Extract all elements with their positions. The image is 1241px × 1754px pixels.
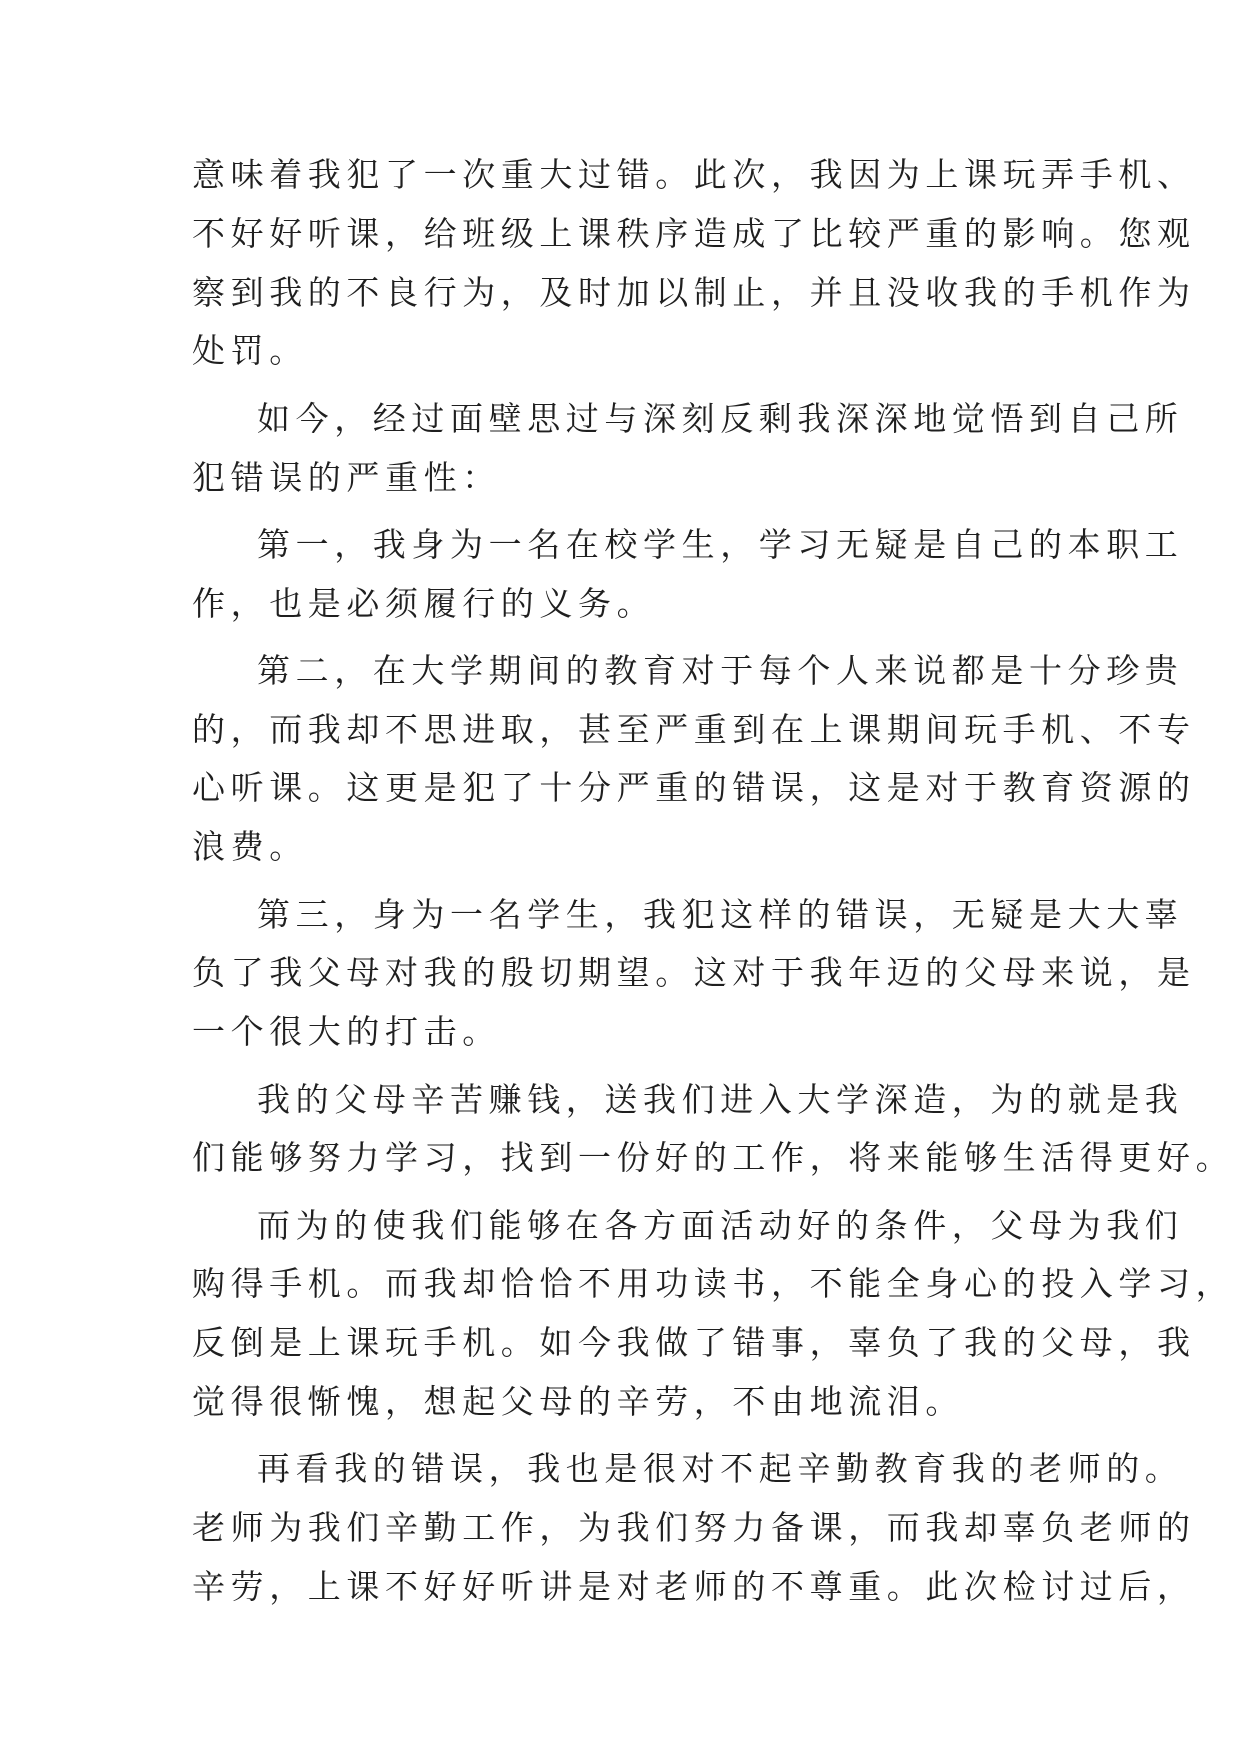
text-line: 我的父母辛苦赚钱，送我们进入大学深造，为的就是我 (257, 1080, 1184, 1119)
text-line: 不好好听课，给班级上课秩序造成了比较严重的影响。您观 (192, 214, 1196, 253)
text-line: 的，而我却不思进取，甚至严重到在上课期间玩手机、不专 (192, 710, 1196, 749)
text-line: 心听课。这更是犯了十分严重的错误，这是对于教育资源的 (192, 768, 1196, 807)
text-line: 一个很大的打击。 (192, 1012, 501, 1051)
text-line: 处罚。 (192, 331, 308, 370)
text-line: 作，也是必须履行的义务。 (192, 584, 656, 623)
text-line: 觉得很惭愧，想起父母的辛劳，不由地流泪。 (192, 1382, 964, 1421)
text-line: 们能够努力学习，找到一份好的工作，将来能够生活得更好。 (192, 1138, 1235, 1177)
text-line: 再看我的错误，我也是很对不起辛勤教育我的老师的。 (257, 1449, 1184, 1488)
text-line: 老师为我们辛勤工作，为我们努力备课，而我却辜负老师的 (192, 1508, 1196, 1547)
text-line: 第二，在大学期间的教育对于每个人来说都是十分珍贵 (257, 651, 1184, 690)
text-line: 第三，身为一名学生，我犯这样的错误，无疑是大大辜 (257, 895, 1184, 934)
text-line: 辛劳，上课不好好听讲是对老师的不尊重。此次检讨过后， (192, 1567, 1196, 1606)
text-line: 犯错误的严重性： (192, 458, 501, 497)
text-line: 意味着我犯了一次重大过错。此次，我因为上课玩弄手机、 (192, 155, 1196, 194)
text-line: 浪费。 (192, 827, 308, 866)
text-line: 负了我父母对我的殷切期望。这对于我年迈的父母来说，是 (192, 953, 1196, 992)
text-line: 第一，我身为一名在校学生，学习无疑是自己的本职工 (257, 525, 1184, 564)
text-line: 购得手机。而我却恰恰不用功读书，不能全身心的投入学习， (192, 1264, 1235, 1303)
text-line: 而为的使我们能够在各方面活动好的条件，父母为我们 (257, 1206, 1184, 1245)
text-line: 察到我的不良行为，及时加以制止，并且没收我的手机作为 (192, 273, 1196, 312)
text-line: 反倒是上课玩手机。如今我做了错事，辜负了我的父母，我 (192, 1323, 1196, 1362)
text-line: 如今，经过面壁思过与深刻反剩我深深地觉悟到自己所 (257, 399, 1184, 438)
